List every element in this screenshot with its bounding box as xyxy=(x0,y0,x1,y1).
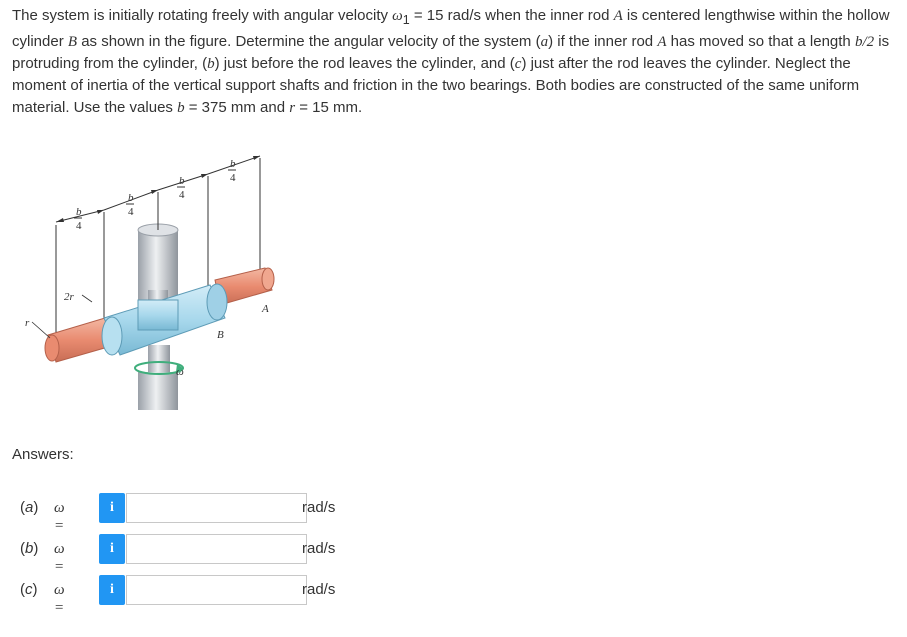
omega-label: ω = xyxy=(54,582,65,616)
info-button[interactable]: i xyxy=(99,575,125,605)
answers-title: Answers: xyxy=(12,446,74,463)
unit-label: rad/s xyxy=(302,499,336,516)
problem-text: = 15 rad/s when the inner rod xyxy=(409,7,614,24)
info-button[interactable]: i xyxy=(99,493,125,523)
problem-statement xyxy=(12,5,897,119)
answer-input-a[interactable] xyxy=(126,493,307,523)
unit-label: rad/s xyxy=(302,581,336,598)
label-A: A xyxy=(262,303,269,315)
problem-text: ) just after the rod leaves the cylinder. Neglect the moment of inertia of the vertical support shafts and friction in the two bearings. Both bodies are constructed of the same uniform material. Use the values xyxy=(12,55,860,116)
label-2r: 2r xyxy=(64,291,74,303)
dim-label-4-1: 4 xyxy=(76,220,82,232)
dim-label-4-3: 4 xyxy=(179,189,185,201)
leader-2r xyxy=(82,295,92,302)
part-b-symbol: b xyxy=(207,56,215,72)
leader-r xyxy=(32,322,50,338)
info-button[interactable]: i xyxy=(99,534,125,564)
answer-input-c[interactable] xyxy=(126,575,307,605)
rotating-system-figure xyxy=(20,140,290,415)
lower-shaft xyxy=(138,345,178,410)
label-B: B xyxy=(217,329,224,341)
dim-label-4-4: 4 xyxy=(230,172,236,184)
problem-text: = 15 mm. xyxy=(295,99,363,116)
part-label-a: (a) xyxy=(20,499,39,516)
problem-text: as shown in the figure. Determine the angular velocity of the system ( xyxy=(77,33,541,50)
part-a-symbol: a xyxy=(540,34,549,50)
dim-label-4-2: 4 xyxy=(128,206,134,218)
dim-label-b-2: b xyxy=(128,192,134,204)
part-c-symbol: c xyxy=(514,56,522,72)
b-half-symbol: b/2 xyxy=(854,34,875,50)
label-r: r xyxy=(25,317,30,329)
dim-label-b-4: b xyxy=(230,158,236,170)
problem-text: is centered lengthwise within the hollow cylinder xyxy=(12,7,890,50)
rod-symbol: A xyxy=(613,8,623,24)
omega-label: ω = xyxy=(54,541,65,575)
cylinder-symbol: B xyxy=(67,34,78,50)
b-symbol: b xyxy=(177,100,185,116)
problem-text: has moved so that a length xyxy=(666,33,855,50)
r-symbol: r xyxy=(289,100,296,116)
omega-subscript: 1 xyxy=(402,13,410,27)
omega-label: ω = xyxy=(54,500,65,534)
answer-input-b[interactable] xyxy=(126,534,307,564)
part-label-c: (c) xyxy=(20,581,38,598)
omega-symbol: ω xyxy=(392,8,403,24)
unit-label: rad/s xyxy=(302,540,336,557)
problem-text: = 375 mm and xyxy=(184,99,290,116)
problem-text: ) just before the rod leaves the cylinder, and ( xyxy=(214,55,515,72)
dim-label-b-3: b xyxy=(179,175,185,187)
label-omega: ω xyxy=(176,366,184,378)
problem-text: ) if the inner rod xyxy=(548,33,658,50)
part-label-b: (b) xyxy=(20,540,39,557)
dim-label-b-1: b xyxy=(76,206,82,218)
problem-text: is protruding from the cylinder, ( xyxy=(12,33,890,72)
rod-symbol: A xyxy=(657,34,667,50)
problem-text: The system is initially rotating freely with angular velocity xyxy=(12,7,393,24)
